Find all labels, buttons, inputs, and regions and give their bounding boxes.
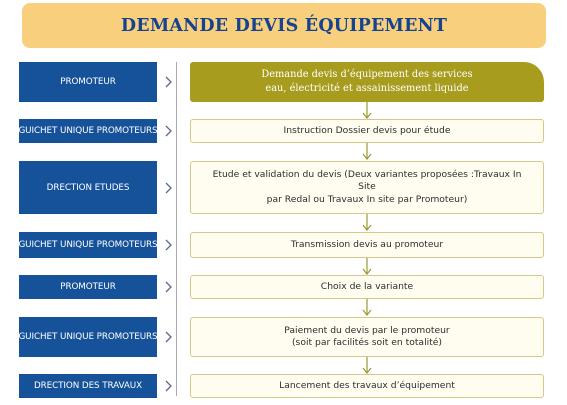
arrow-down-icon bbox=[361, 214, 373, 232]
chevron-right-icon bbox=[162, 280, 176, 294]
arrow-down-icon bbox=[361, 102, 373, 120]
diagram-title: DEMANDE DEVIS ÉQUIPEMENT bbox=[120, 15, 448, 36]
actor-box-guichet-unique: GUICHET UNIQUE PROMOTEURS bbox=[19, 119, 157, 143]
actor-box-guichet-unique: GUICHET UNIQUE PROMOTEURS bbox=[19, 232, 157, 258]
step-box-choix-variante bbox=[190, 275, 544, 299]
step-label: Instruction Dossier devis pour étude bbox=[283, 124, 451, 136]
step-box-paiement bbox=[190, 317, 544, 357]
step-label: Demande devis d’équipement des services eau, électricité et assainissement liquide bbox=[261, 69, 473, 94]
step-box-lancement-travaux bbox=[190, 374, 544, 398]
step-box-demande-devis bbox=[190, 62, 544, 102]
arrow-down-icon bbox=[361, 143, 373, 161]
chevron-right-icon bbox=[162, 124, 176, 138]
chevron-right-icon bbox=[162, 330, 176, 344]
step-box-transmission bbox=[190, 232, 544, 258]
actor-box-direction-etudes: DRECTION ETUDES bbox=[19, 161, 157, 214]
arrow-down-icon bbox=[361, 299, 373, 317]
arrow-down-icon bbox=[361, 258, 373, 276]
timeline-divider bbox=[176, 62, 177, 396]
step-box-etude-validation bbox=[190, 161, 544, 214]
step-label: Paiement du devis par le promoteur (soit par facilités soit en totalité) bbox=[284, 324, 450, 348]
actor-box-guichet-unique: GUICHET UNIQUE PROMOTEURS bbox=[19, 317, 157, 357]
actor-box-promoteur: PROMOTEUR bbox=[19, 62, 157, 102]
chevron-right-icon bbox=[162, 238, 176, 252]
actor-box-direction-travaux: DRECTION DES TRAVAUX bbox=[19, 374, 157, 398]
step-box-instruction bbox=[190, 119, 544, 143]
chevron-right-icon bbox=[162, 181, 176, 195]
step-label: Etude et validation du devis (Deux variantes proposées :Travaux In Site par Redal ou Travaux In site par Promoteur) bbox=[212, 168, 522, 205]
step-label: Choix de la variante bbox=[320, 280, 414, 292]
arrow-down-icon bbox=[361, 357, 373, 375]
title-banner bbox=[22, 3, 546, 48]
chevron-right-icon bbox=[162, 75, 176, 89]
step-label: Lancement des travaux d’équipement bbox=[279, 379, 455, 391]
actor-box-promoteur: PROMOTEUR bbox=[19, 275, 157, 299]
chevron-right-icon bbox=[162, 379, 176, 393]
step-label: Transmission devis au promoteur bbox=[290, 238, 444, 250]
